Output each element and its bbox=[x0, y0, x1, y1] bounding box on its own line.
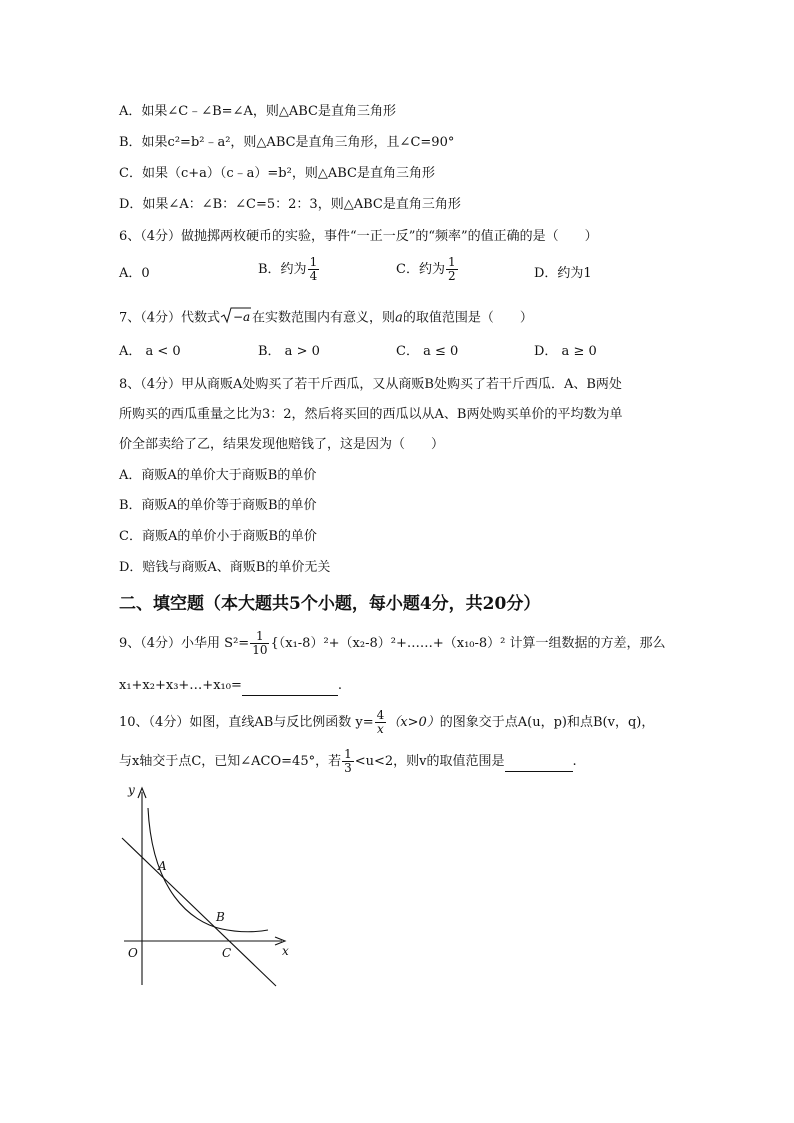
svg-text:−a: −a bbox=[233, 310, 251, 324]
q5-option-c: C．如果（c+a）（c﹣a）=b²，则△ABC是直角三角形 bbox=[119, 166, 435, 181]
section-title: 二、填空题（本大题共5个小题，每小题4分，共20分） bbox=[119, 594, 541, 614]
q10-range-fraction: $\frac{1}{3}$ bbox=[344, 747, 352, 775]
q5-option-d: D．如果∠A：∠B：∠C=5：2：3，则△ABC是直角三角形 bbox=[119, 197, 461, 212]
q7-option-c: C． a ≤ 0 bbox=[396, 344, 459, 359]
q10-figure bbox=[110, 780, 300, 990]
point-b-label: B bbox=[216, 910, 225, 924]
q6-option-a: A．0 bbox=[119, 266, 150, 281]
origin-label: O bbox=[128, 946, 138, 960]
q7-option-b: B． a > 0 bbox=[258, 344, 320, 359]
sqrt-expression bbox=[220, 306, 252, 330]
q5-option-a: A．如果∠C﹣∠B=∠A，则△ABC是直角三角形 bbox=[119, 104, 396, 119]
q6-option-b: B．约为 $\frac{1}{4}$ bbox=[258, 255, 318, 283]
q10-line2: 与x轴交于点C，已知∠ACO=45°，若 $\frac{1}{3}$ <u<2，则v的取值范围是 . bbox=[119, 747, 577, 775]
q9-fraction: $\frac{1}{10}$ bbox=[252, 629, 268, 657]
point-c-label: C bbox=[222, 946, 232, 960]
y-label: y bbox=[128, 783, 135, 797]
answer-blank bbox=[505, 753, 573, 772]
q8-option-d: D．赔钱与商贩A、商贩B的单价无关 bbox=[119, 560, 331, 575]
q8-stem-line3: 价全部卖给了乙，结果发现他赔钱了，这是因为（ ） bbox=[119, 437, 445, 452]
line-ab bbox=[122, 838, 276, 986]
q6-c-fraction: $\frac{1}{2}$ bbox=[447, 255, 456, 283]
q8-option-b: B．商贩A的单价等于商贩B的单价 bbox=[119, 498, 317, 513]
q7-option-a: A． a < 0 bbox=[119, 344, 181, 359]
x-label: x bbox=[282, 944, 289, 958]
q9-stem: 9、（4分）小华用 S²= $\frac{1}{10}$ {（x₁-8）²+（x₂-8）²+……+（x₁₀-8）² 计算一组数据的方差，那么 bbox=[119, 629, 666, 657]
q9-line2: x₁+x₂+x₃+…+x₁₀= . bbox=[119, 677, 342, 696]
q8-option-c: C．商贩A的单价小于商贩B的单价 bbox=[119, 529, 317, 544]
q8-stem-line2: 所购买的西瓜重量之比为3：2，然后将买回的西瓜以从A、B两处购买单价的平均数为单 bbox=[119, 407, 623, 422]
q10-fraction: $\frac{4}{x}$ bbox=[376, 708, 385, 736]
q7-stem: 7、（4分）代数式 −a 在实数范围内有意义，则a的取值范围是（ ） bbox=[119, 306, 533, 330]
point-a-label: A bbox=[158, 859, 167, 873]
q7-option-d: D． a ≥ 0 bbox=[534, 344, 597, 359]
q6-stem: 6、（4分）做抛掷两枚硬币的实验，事件“一正一反”的“频率”的值正确的是（ ） bbox=[119, 229, 598, 244]
q5-option-b: B．如果c²=b²﹣a²，则△ABC是直角三角形，且∠C=90° bbox=[119, 135, 455, 150]
q6-b-fraction: $\frac{1}{4}$ bbox=[309, 255, 318, 283]
answer-blank bbox=[242, 677, 338, 696]
q8-option-a: A．商贩A的单价大于商贩B的单价 bbox=[119, 468, 317, 483]
q6-option-c: C．约为 $\frac{1}{2}$ bbox=[396, 255, 456, 283]
q8-stem-line1: 8、（4分）甲从商贩A处购买了若干斤西瓜，又从商贩B处购买了若干斤西瓜．A、B两处 bbox=[119, 377, 622, 392]
q6-option-d: D．约为1 bbox=[534, 266, 592, 281]
q10-stem: 10、（4分）如图，直线AB与反比例函数 y= $\frac{4}{x}$ （x>0）的图象交于点A(u，p)和点B(v，q)， bbox=[119, 708, 655, 736]
